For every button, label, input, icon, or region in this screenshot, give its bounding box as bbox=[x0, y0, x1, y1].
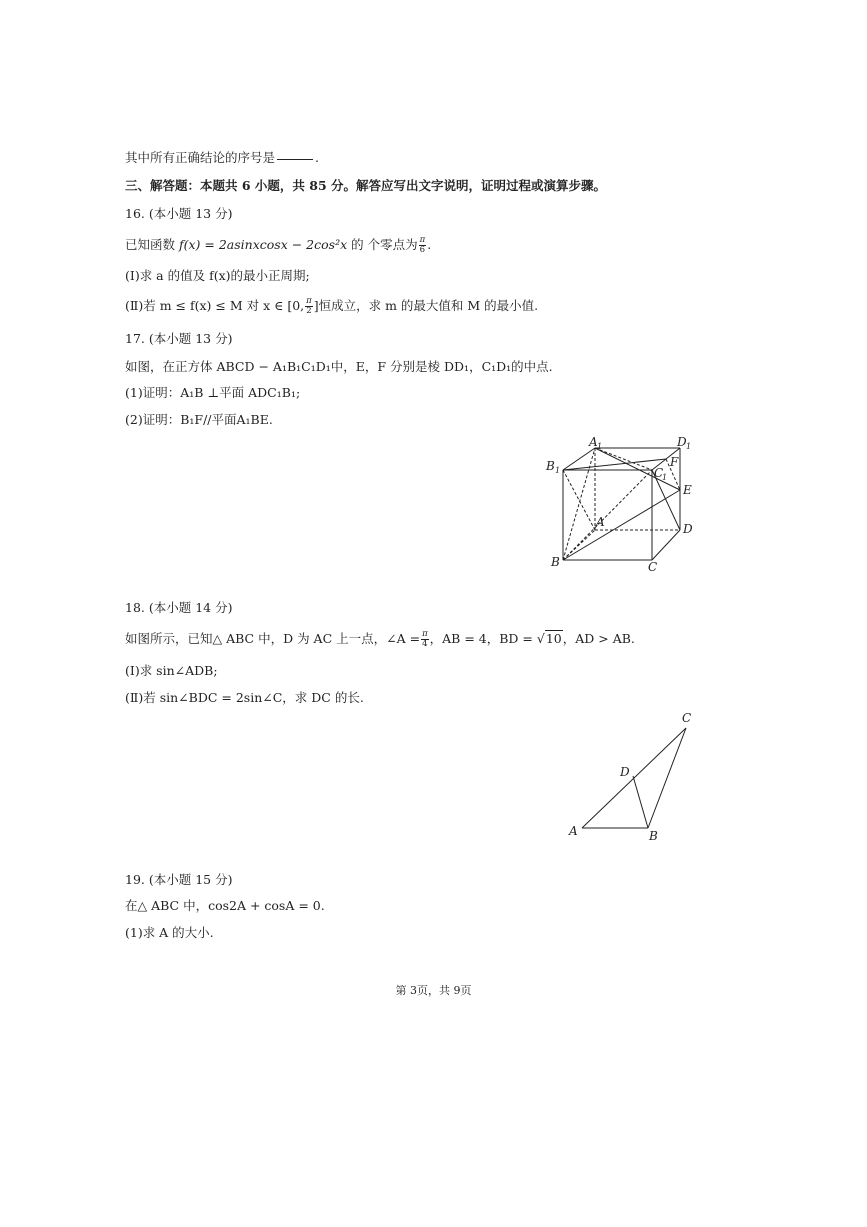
label-b: B bbox=[551, 555, 560, 569]
q19-stem: 在△ ABC 中，cos2A + cosA = 0. bbox=[125, 898, 325, 913]
tri-label-a: A bbox=[569, 824, 578, 838]
triangle-figure bbox=[560, 705, 700, 845]
label-d1-sub: 1 bbox=[686, 442, 692, 451]
q18-part2: (Ⅱ)若 sin∠BDC = 2sin∠C，求 DC 的长. bbox=[125, 690, 364, 705]
q18-stem-mid: ，AB = 4，BD = bbox=[429, 631, 537, 646]
q16-stem-mid: 的 个零点为 bbox=[347, 237, 418, 252]
q16-p2-fraction bbox=[305, 297, 313, 316]
q17-heading: 17. (本小题 13 分) bbox=[125, 331, 233, 346]
q17-part1: (1)证明：A₁B ⊥平面 ADC₁B₁; bbox=[125, 385, 301, 400]
hidden-segment-b1a bbox=[563, 470, 595, 530]
q16-stem-end: . bbox=[427, 237, 432, 252]
label-d1: D bbox=[677, 435, 687, 449]
q16-part2 bbox=[125, 297, 538, 316]
q16-stem bbox=[125, 236, 431, 255]
cube-figure bbox=[540, 428, 710, 578]
q16-p2-post: ]恒成立，求 m 的最大值和 M 的最小值. bbox=[313, 298, 539, 313]
answer-blank bbox=[277, 159, 313, 160]
q18-heading: 18. (本小题 14 分) bbox=[125, 600, 233, 615]
q18-frac-num: π bbox=[422, 629, 428, 639]
q16-p2-num: π bbox=[306, 296, 312, 306]
q18-stem: 如图所示，已知△ ABC 中，D 为 AC 上一点，∠A = $\frac{\pi}{4}$ ，AB = 4，BD = √10，AD > AB. bbox=[125, 629, 635, 649]
segment-bd bbox=[633, 776, 648, 828]
hidden-segment-a1c1 bbox=[595, 448, 652, 470]
q16-frac-num: π bbox=[419, 235, 426, 245]
label-f: F bbox=[670, 455, 679, 469]
q16-part1: (Ⅰ)求 a 的值及 f(x)的最小正周期; bbox=[125, 268, 310, 283]
tri-label-c: C bbox=[682, 711, 692, 725]
label-d: D bbox=[683, 522, 693, 536]
q17-stem: 如图，在正方体 ABCD − A₁B₁C₁D₁中，E，F 分别是棱 DD₁，C₁D₁的中点. bbox=[125, 359, 553, 374]
q16-heading: 16. (本小题 13 分) bbox=[125, 206, 233, 221]
fill-in-period: . bbox=[315, 150, 319, 165]
tri-label-d: D bbox=[620, 765, 630, 779]
q18-frac-den: 4 bbox=[422, 639, 428, 649]
edge-cd bbox=[652, 530, 680, 560]
fill-in-prompt bbox=[125, 150, 319, 166]
label-a1: A bbox=[589, 435, 598, 449]
q18-part1: (Ⅰ)求 sin∠ADB; bbox=[125, 663, 218, 678]
q16-function: f(x) = 2asinxcosx − 2cos²x bbox=[179, 237, 348, 252]
q18-sqrt-value: 10 bbox=[545, 631, 562, 646]
q17-part2: (2)证明：B₁F//平面A₁BE. bbox=[125, 412, 273, 427]
q16-p2-pre: (Ⅱ)若 m ≤ f(x) ≤ M 对 x ∈ [0, bbox=[125, 298, 305, 313]
segment-a1e bbox=[595, 448, 680, 490]
label-b1-sub: 1 bbox=[555, 466, 561, 475]
q18-stem-end: ，AD > AB. bbox=[562, 631, 635, 646]
q18-stem-pre: 如图所示，已知△ ABC 中，D 为 AC 上一点，∠A = bbox=[125, 631, 421, 646]
q19-heading: 19. (本小题 15 分) bbox=[125, 872, 233, 887]
label-c: C bbox=[648, 560, 658, 574]
fill-in-text: 其中所有正确结论的序号是 bbox=[125, 150, 276, 165]
section-3-heading: 三、解答题：本题共 6 小题，共 85 分。解答应写出文字说明，证明过程或演算步骤。 bbox=[125, 178, 607, 193]
label-e: E bbox=[683, 483, 692, 497]
segment-b1f bbox=[563, 459, 666, 470]
label-c1: C bbox=[654, 466, 664, 480]
q18-angle-fraction bbox=[421, 630, 429, 649]
q19-part1: (1)求 A 的大小. bbox=[125, 925, 214, 940]
label-a1-sub: 1 bbox=[597, 442, 603, 451]
q16-stem-pre: 已知函数 bbox=[125, 237, 176, 252]
label-a: A bbox=[596, 515, 605, 529]
page-footer: 第 3页，共 9页 bbox=[395, 984, 472, 997]
q16-p2-den: 2 bbox=[306, 306, 312, 316]
tri-label-b: B bbox=[649, 829, 658, 843]
q16-zero-fraction bbox=[419, 236, 427, 255]
segment-bc bbox=[648, 728, 686, 828]
label-b1: B bbox=[546, 459, 555, 473]
label-c1-sub: 1 bbox=[662, 473, 668, 482]
q16-frac-den: 6 bbox=[419, 245, 426, 255]
